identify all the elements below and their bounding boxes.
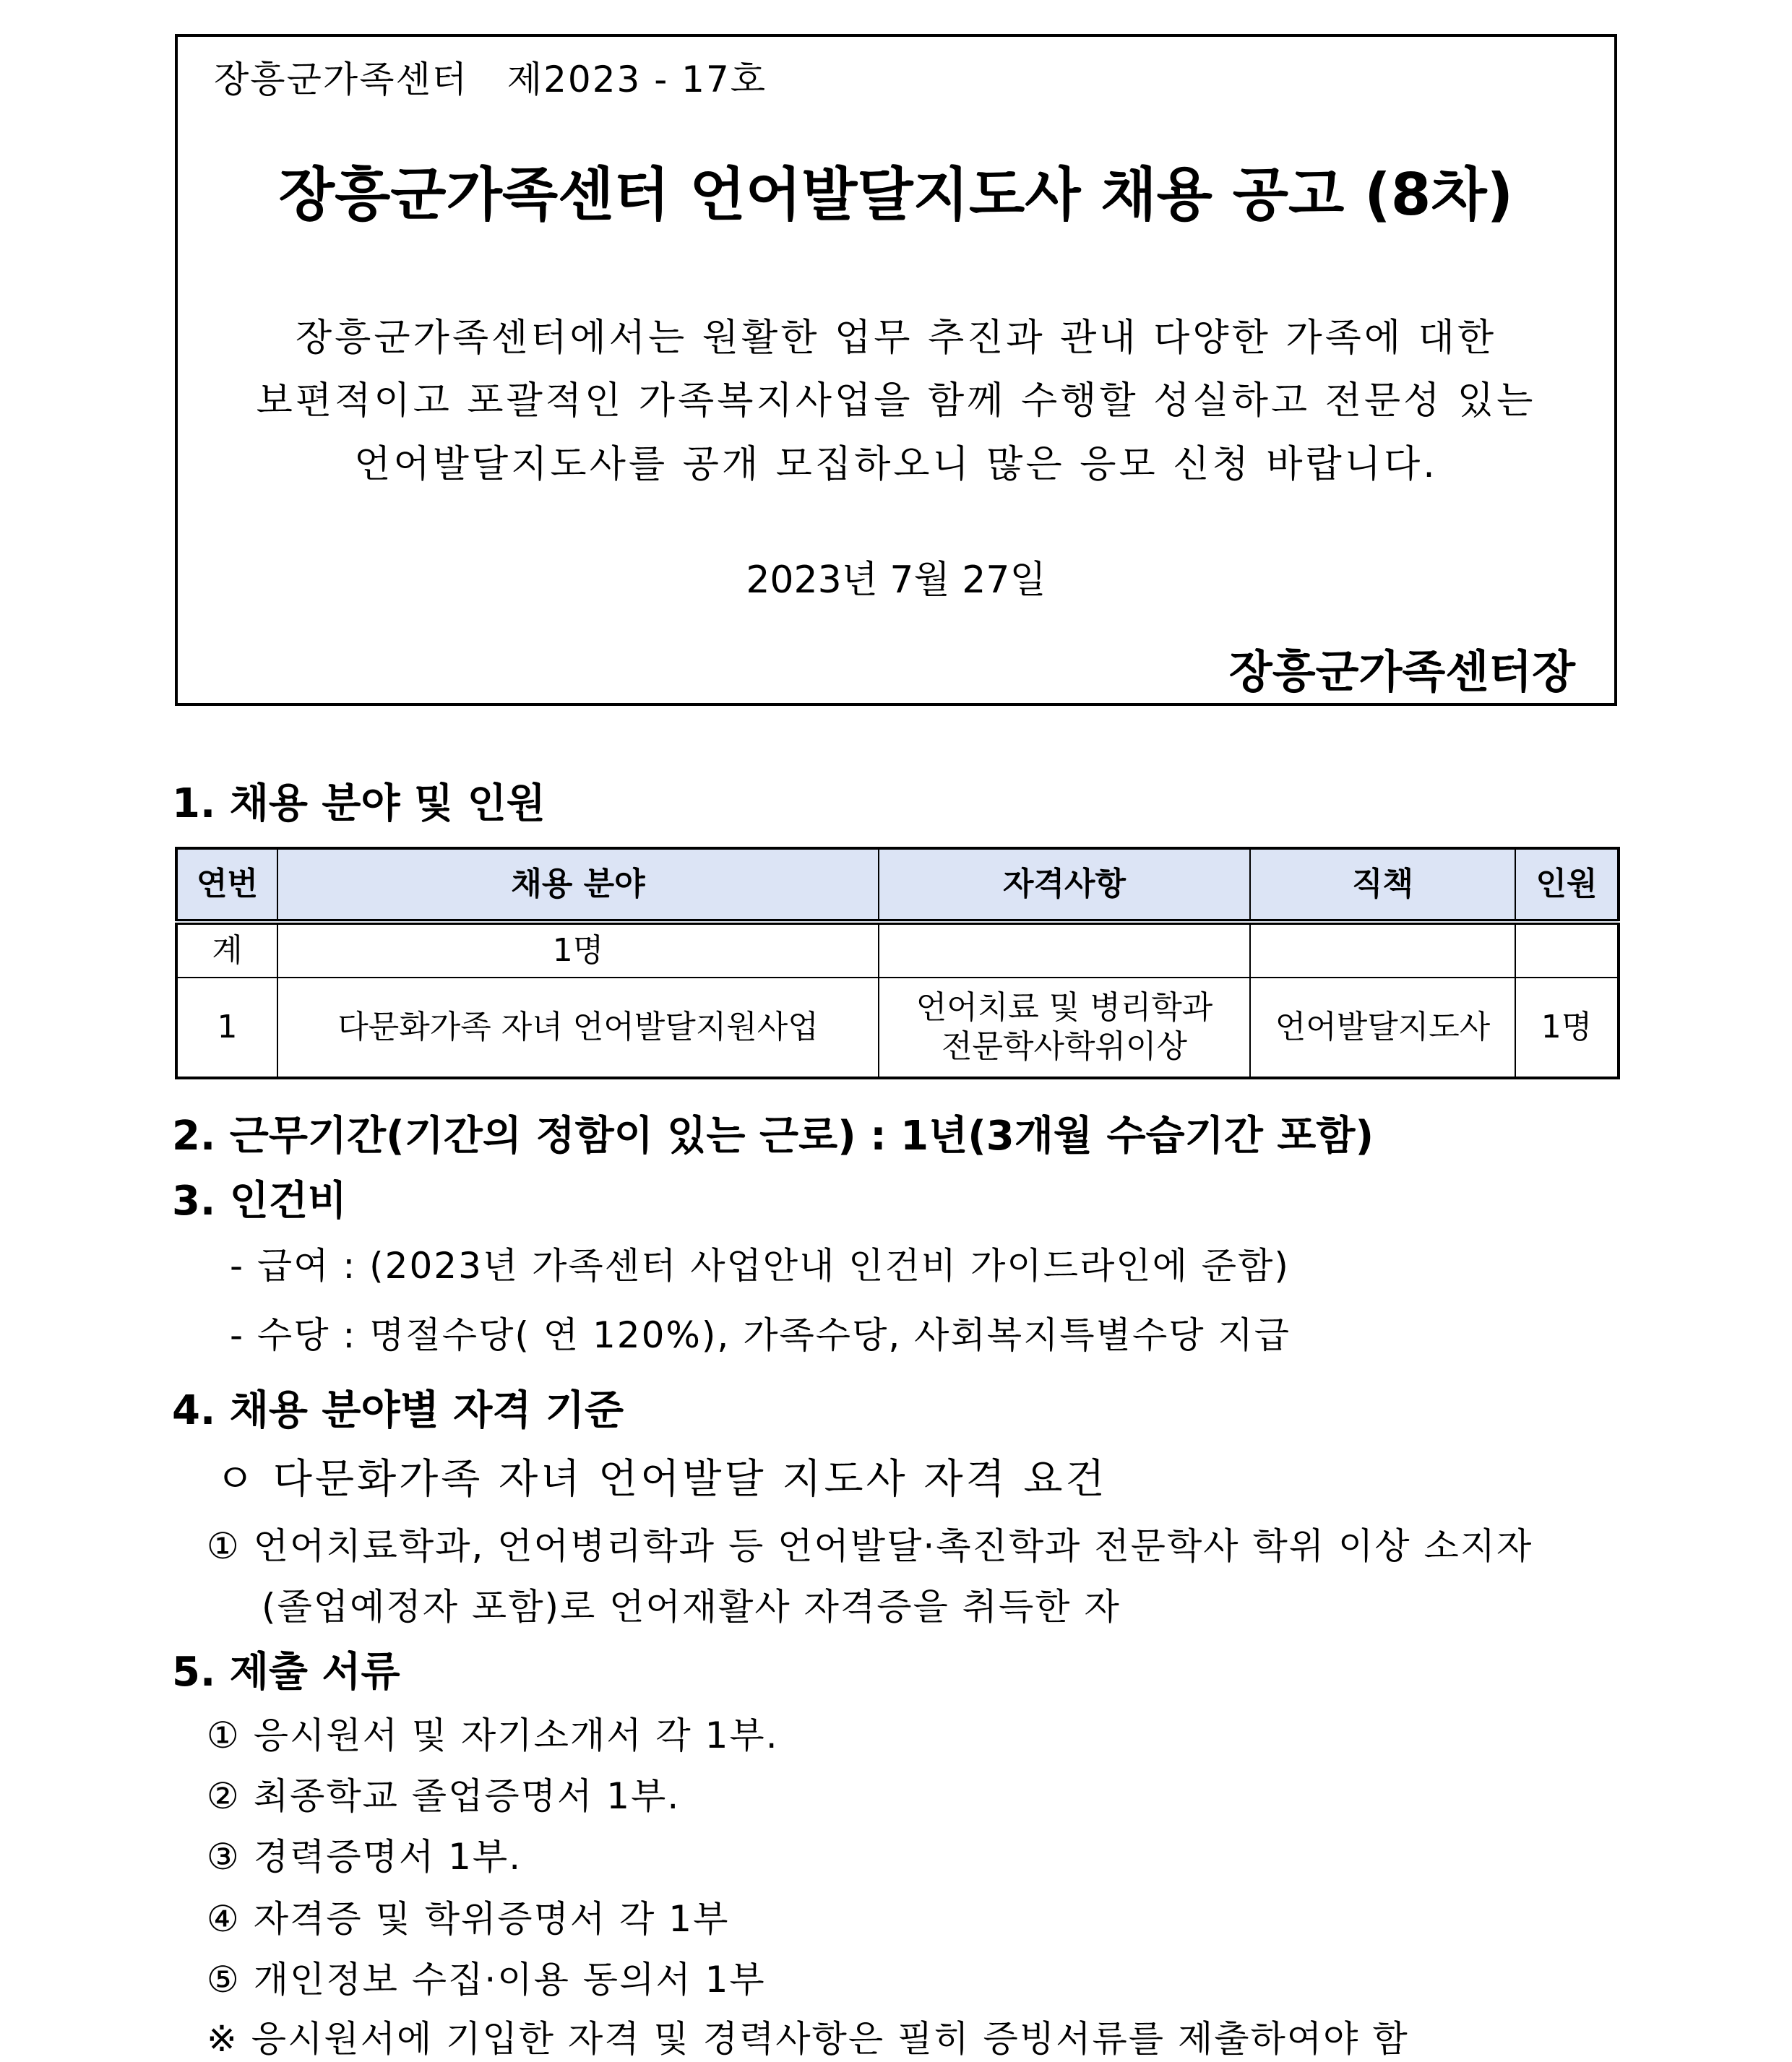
row-position: 언어발달지도사 bbox=[1250, 978, 1515, 1078]
table-header-row bbox=[176, 848, 1619, 922]
qualification-item-line-2: (졸업예정자 포함)로 언어재활사 자격증을 취득한 자 bbox=[262, 1586, 1121, 1628]
row-qualification bbox=[879, 978, 1250, 1078]
submission-note: ※ 응시원서에 기입한 자격 및 경력사항은 필히 증빙서류를 제출하여야 함 bbox=[207, 2018, 1409, 2060]
salary-item: - 급여 : (2023년 가족센터 사업안내 인건비 가이드라인에 준함) bbox=[230, 1245, 1290, 1287]
qualification-line-1: 언어치료 및 병리학과 bbox=[916, 989, 1213, 1026]
qualification-subheading: ㅇ 다문화가족 자녀 언어발달 지도사 자격 요건 bbox=[215, 1456, 1108, 1503]
document-item-2: ② 최종학교 졸업증명서 1부. bbox=[207, 1775, 681, 1817]
header-field: 채용 분야 bbox=[277, 848, 879, 922]
intro-line-3: 언어발달지도사를 공개 모집하오니 많은 응모 신청 바랍니다. bbox=[354, 443, 1438, 486]
header-count: 인원 bbox=[1515, 848, 1619, 922]
row-field: 다문화가족 자녀 언어발달지원사업 bbox=[277, 978, 879, 1078]
document-item-3: ③ 경력증명서 1부. bbox=[207, 1836, 522, 1878]
allowance-item: - 수당 : 명절수당( 연 120%), 가족수당, 사회복지특별수당 지급 bbox=[230, 1314, 1291, 1356]
section-2-heading: 2. 근무기간(기간의 정함이 있는 근로) : 1년(3개월 수습기간 포함) bbox=[172, 1113, 1374, 1160]
intro-line-2: 보편적이고 포괄적인 가족복지사업을 함께 수행할 성실하고 전문성 있는 bbox=[256, 379, 1536, 423]
header-position: 직책 bbox=[1250, 848, 1515, 922]
signature: 장흥군가족센터장 bbox=[1228, 645, 1575, 698]
qualification-item-line-1: ① 언어치료학과, 언어병리학과 등 언어발달·촉진학과 전문학사 학위 이상 소지자 bbox=[207, 1525, 1533, 1567]
table-row bbox=[176, 978, 1619, 1078]
qualification-line-2: 전문학사학위이상 bbox=[941, 1028, 1188, 1065]
total-label: 계 bbox=[176, 922, 277, 978]
recruitment-table bbox=[175, 847, 1620, 1079]
notice-title: 장흥군가족센터 언어발달지도사 채용 공고 (8차) bbox=[278, 161, 1514, 228]
section-4-heading: 4. 채용 분야별 자격 기준 bbox=[172, 1387, 624, 1434]
row-count: 1명 bbox=[1515, 978, 1619, 1078]
document-number: 장흥군가족센터 제2023 - 17호 bbox=[214, 59, 767, 100]
header-qualification: 자격사항 bbox=[879, 848, 1250, 922]
section-5-heading: 5. 제출 서류 bbox=[172, 1649, 400, 1696]
section-1-heading: 1. 채용 분야 및 인원 bbox=[172, 780, 546, 827]
section-3-heading: 3. 인건비 bbox=[172, 1178, 348, 1225]
total-count: 1명 bbox=[277, 922, 879, 978]
total-row bbox=[176, 922, 1619, 978]
row-no: 1 bbox=[176, 978, 277, 1078]
header-no: 연번 bbox=[176, 848, 277, 922]
intro-line-1: 장흥군가족센터에서는 원활한 업무 추진과 관내 다양한 가족에 대한 bbox=[295, 316, 1497, 360]
document-item-4: ④ 자격증 및 학위증명서 각 1부 bbox=[207, 1898, 730, 1940]
document-item-5: ⑤ 개인정보 수집·이용 동의서 1부 bbox=[207, 1959, 766, 2001]
notice-date: 2023년 7월 27일 bbox=[746, 558, 1046, 602]
document-item-1: ① 응시원서 및 자기소개서 각 1부. bbox=[207, 1714, 779, 1756]
